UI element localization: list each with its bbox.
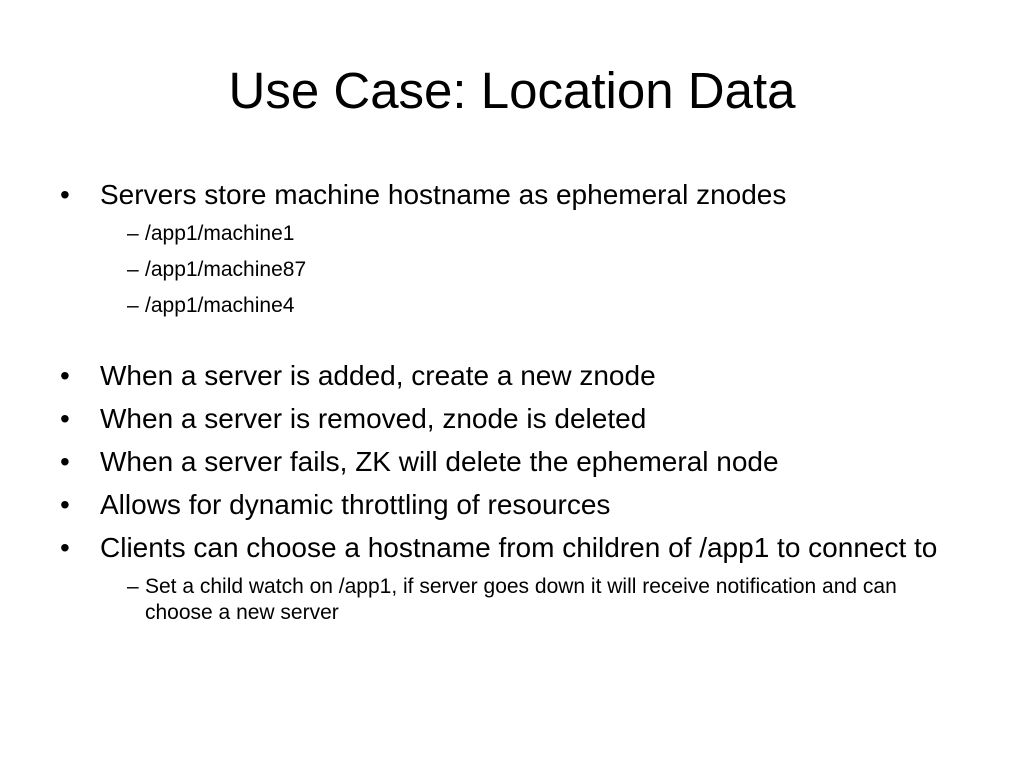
sub-bullet-item — [60, 574, 905, 626]
sub-bullet-text: /app1/machine1 — [145, 222, 295, 245]
bullet-text: When a server is added, create a new znode — [100, 360, 656, 391]
dash-icon: – — [127, 294, 139, 317]
sub-bullet-text: /app1/machine87 — [145, 258, 307, 281]
dash-icon: – — [127, 222, 139, 245]
dash-icon: – — [127, 258, 139, 281]
bullet-icon: • — [60, 403, 70, 434]
bullet-item — [60, 402, 960, 436]
bullet-text: When a server fails, ZK will delete the ephemeral node — [100, 446, 779, 477]
bullet-text: Allows for dynamic throttling of resources — [100, 489, 611, 520]
sub-bullet-text: /app1/machine4 — [145, 294, 295, 317]
bullet-icon: • — [60, 446, 70, 477]
bullet-icon: • — [60, 489, 70, 520]
slide-title: Use Case: Location Data — [228, 62, 796, 119]
sub-bullet-item — [60, 293, 960, 319]
bullet-icon: • — [60, 532, 70, 563]
sub-bullet-item — [60, 257, 960, 283]
bullet-item — [60, 488, 960, 522]
sub-bullet-item — [60, 221, 960, 247]
bullet-icon: • — [60, 179, 70, 210]
sub-bullet-text: Set a child watch on /app1, if server goes down it will receive notification and can choose a new server — [145, 575, 897, 624]
dash-icon: – — [127, 575, 139, 598]
bullet-text: When a server is removed, znode is deleted — [100, 403, 647, 434]
bullet-text: Clients can choose a hostname from children of /app1 to connect to — [100, 532, 938, 563]
bullet-item — [60, 445, 960, 479]
bullet-item — [60, 531, 960, 565]
spacer — [60, 329, 960, 359]
bullet-item — [60, 178, 960, 212]
slide-body — [60, 178, 960, 636]
bullet-item — [60, 359, 960, 393]
bullet-text: Servers store machine hostname as ephemeral znodes — [100, 179, 787, 210]
bullet-icon: • — [60, 360, 70, 391]
